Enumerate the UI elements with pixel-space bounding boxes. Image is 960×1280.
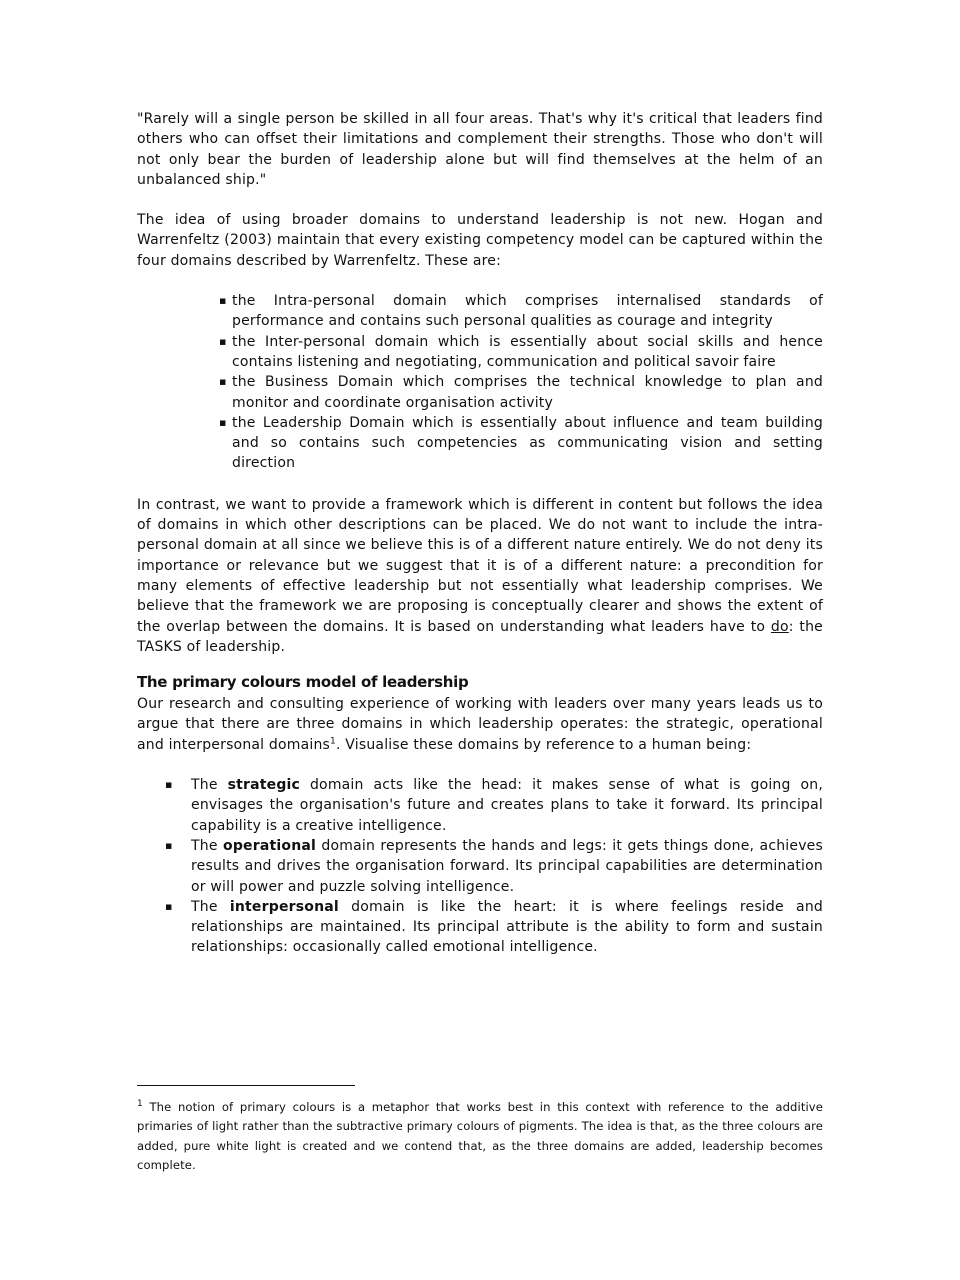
list-item-strategic: ▪ The strategic domain acts like the head: it makes sense of what is going on, envisages the organisation's future and creates plans to take it forward. Its principal capability is a creative intelligence.: [191, 775, 823, 836]
footnote-marker: 1: [137, 1099, 143, 1110]
bold-operational: operational: [223, 837, 317, 854]
list-item-operational: ▪ The operational domain represents the hands and legs: it gets things done, achieves results and drives the organisation forward. Its principal capabilities are determination or will power and puzzle solving intelligence.: [191, 836, 823, 897]
document-body: [137, 109, 823, 958]
list-item-interpersonal: ▪ The interpersonal domain is like the heart: it is where feelings reside and relationships are maintained. Its principal attribute is the ability to form and sustain relationships: occasionally called emotional intelligence.: [191, 897, 823, 958]
domains-list: [219, 291, 823, 474]
list-item-business: ▪ the Business Domain which comprises the technical knowledge to plan and monitor and coordinate organisation activity: [219, 372, 823, 413]
research-tail: . Visualise these domains by reference to a human being:: [335, 736, 752, 753]
contrast-tail: : the TASKS of leadership.: [137, 618, 823, 655]
footnote: [137, 1098, 823, 1175]
section-heading: The primary colours model of leadership: [137, 673, 469, 692]
footnote-text: The notion of primary colours is a metaphor that works best in this context with reference to the additive primaries of light rather than the subtractive primary colours of pigments. The idea is that, as the three colours are added, pure white light is created and we contend that, as the three domains are added, leadership becomes complete.: [137, 1100, 823, 1172]
research-paragraph: [137, 694, 823, 755]
research-text: Our research and consulting experience of working with leaders over many years leads us to argue that there are three domains in which leadership operates: the strategic, operational and interpersonal domains: [137, 696, 823, 753]
bold-strategic: strategic: [227, 777, 301, 794]
bold-interpersonal: interpersonal: [229, 898, 339, 915]
underlined-do: do: [770, 618, 789, 635]
quote-paragraph: "Rarely will a single person be skilled in all four areas. That's why it's critical that leaders find others who can offset their limitations and complement their strengths. Those who don't will not only bear the burden of leadership alone but will find themselves at the helm of an unbalanced ship.": [137, 111, 823, 188]
human-domains-list: [191, 775, 823, 958]
list-item-intra-personal: ▪ the Intra-personal domain which comprises internalised standards of performance and contains such personal qualities as courage and integrity: [219, 291, 823, 332]
list-item-leadership: ▪ the Leadership Domain which is essentially about influence and team building and so contains such competencies as communicating vision and setting direction: [219, 413, 823, 474]
contrast-text: In contrast, we want to provide a framework which is different in content but follows the idea of domains in which other descriptions can be placed. We do not want to include the intra-personal domain at all since we believe this is of a different nature entirely. We do not deny its importance or relevance but we suggest that it is of a different nature: a precondition for many elements of effective leadership but not essentially what leadership comprises. We believe that the framework we are proposing is conceptually clearer and shows the extent of the overlap between the domains. It is based on understanding what leaders have to: [137, 496, 823, 635]
intro-paragraph: The idea of using broader domains to understand leadership is not new. Hogan and Warrenfeltz (2003) maintain that every existing competency model can be captured within the four domains described by Warrenfeltz. These are:: [137, 212, 823, 269]
list-item-inter-personal: ▪ the Inter-personal domain which is essentially about social skills and hence contains listening and negotiating, communication and political savoir faire: [219, 332, 823, 373]
footnote-reference: 1: [330, 736, 336, 747]
footnote-divider: [137, 1085, 355, 1086]
contrast-paragraph: [137, 495, 823, 657]
